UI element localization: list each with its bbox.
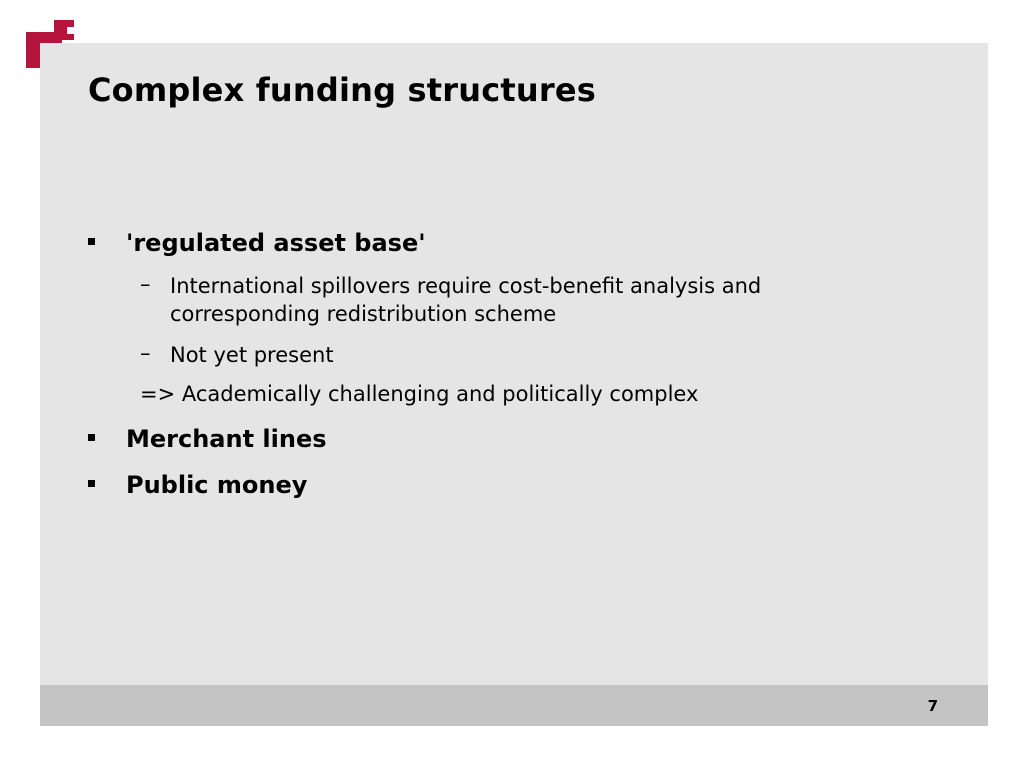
bullet-label: Merchant lines <box>126 425 327 453</box>
sub-item-text: Not yet present <box>170 343 334 367</box>
bullet-item-public-money <box>88 471 307 499</box>
square-bullet-icon <box>88 480 95 487</box>
bullet-item-regulated-asset-base <box>88 229 426 257</box>
bullet-label: 'regulated asset base' <box>126 229 426 257</box>
footer-bar <box>40 685 988 726</box>
conclusion-line: => Academically challenging and politically complex <box>140 382 699 406</box>
dash-bullet-icon: – <box>140 272 151 296</box>
square-bullet-icon <box>88 238 95 245</box>
page-number: 7 <box>927 697 938 715</box>
sub-item-text: International spillovers require cost-benefit analysis and corresponding redistribution scheme <box>170 274 762 326</box>
slide-panel <box>40 43 988 685</box>
bullet-label: Public money <box>126 471 308 499</box>
square-bullet-icon <box>88 434 95 441</box>
logo-notch <box>67 27 74 34</box>
sub-item-spillovers <box>140 272 850 328</box>
dash-bullet-icon: – <box>140 341 151 365</box>
bullet-item-merchant-lines <box>88 425 327 453</box>
sub-item-not-present <box>140 341 850 369</box>
slide-title: Complex funding structures <box>88 71 597 109</box>
